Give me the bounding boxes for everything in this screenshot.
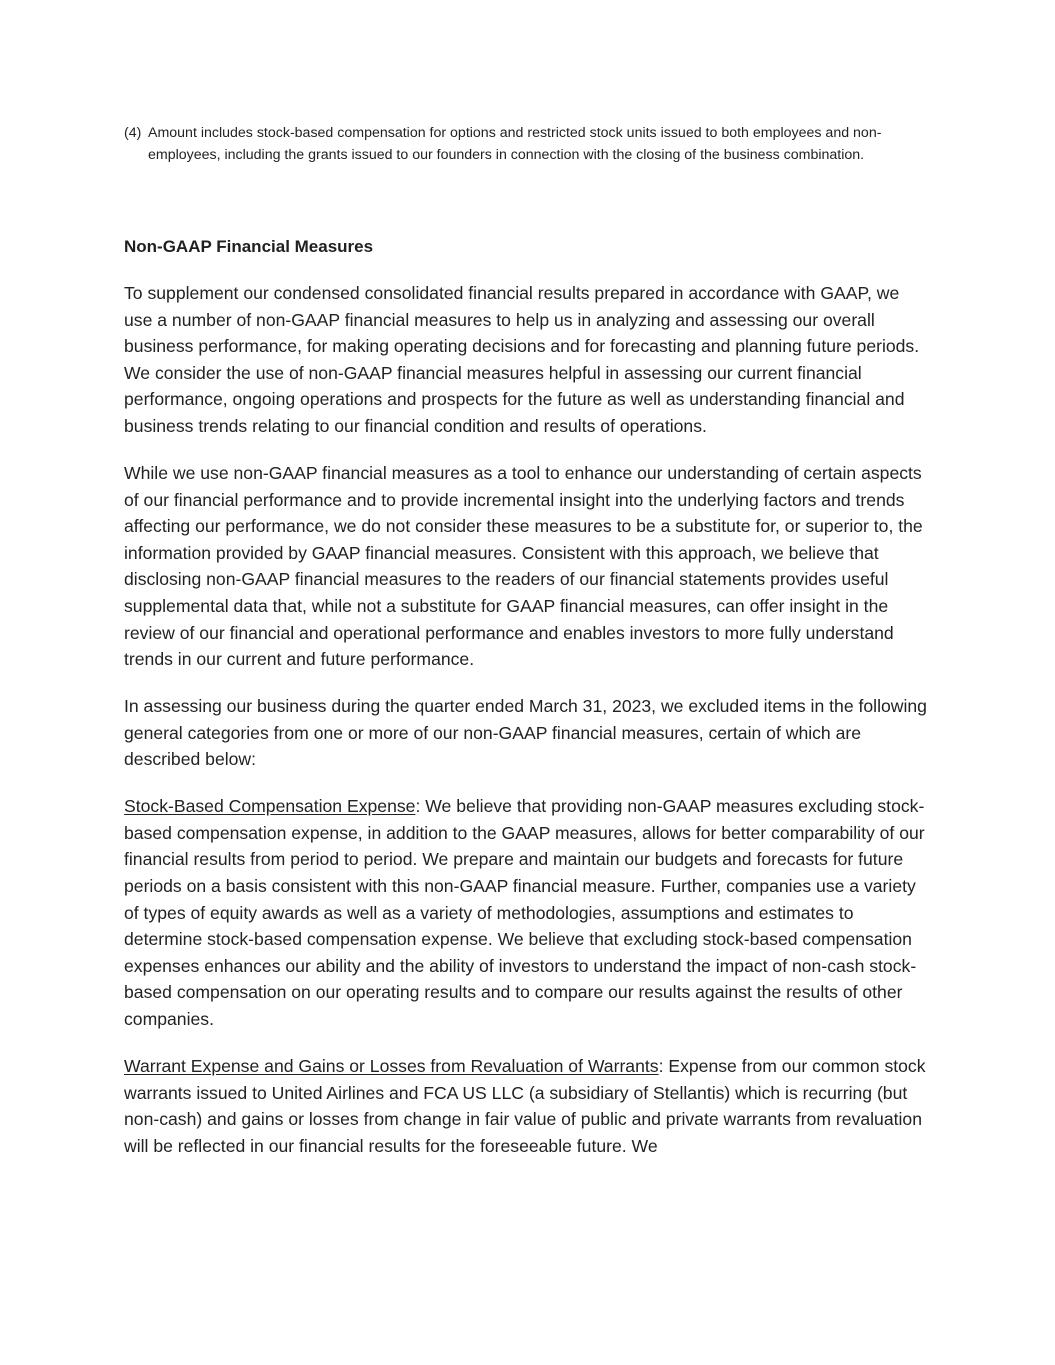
paragraph-warrant-expense — [124, 1053, 930, 1159]
footnote-text: Amount includes stock-based compensation for options and restricted stock units issued to both employees and non-employees, including the grants issued to our founders in connection with the closing of the business combination. — [148, 125, 882, 163]
document-page — [124, 122, 930, 1159]
stock-based-compensation-title: Stock-Based Compensation Expense — [124, 796, 416, 817]
footnote-4 — [124, 122, 930, 166]
warrant-expense-text: : Expense from our common stock warrants issued to United Airlines and FCA US LLC (a subsidiary of Stellantis) which is recurring (but non-cash) and gains or losses from change in fair value of public and private warrants from revaluation will be reflected in our financial results for the foreseeable future. We — [124, 1056, 926, 1156]
paragraph-assessing: In assessing our business during the quarter ended March 31, 2023, we excluded items in the following general categories from one or more of our non-GAAP financial measures, certain of which are described below: — [124, 696, 927, 770]
paragraph-stock-based-compensation — [124, 793, 930, 1032]
warrant-expense-title: Warrant Expense and Gains or Losses from Revaluation of Warrants — [124, 1056, 659, 1076]
stock-based-compensation-text: : We believe that providing non-GAAP measures excluding stock-based compensation expense, in addition to the GAAP measures, allows for better comparability of our financial results from period to period. We prepare and maintain our budgets and forecasts for future periods on a basis consistent with this non-GAAP financial measure. Further, companies use a variety of types of equity awards as well as a variety of methodologies, assumptions and estimates to determine stock-based compensation expense. We believe that excluding stock-based compensation expenses enhances our ability and the ability of investors to understand the impact of non-cash stock-based compensation on our operating results and to compare our results against the results of other companies. — [124, 796, 925, 1030]
paragraph-supplement: To supplement our condensed consolidated financial results prepared in accordance with GAAP, we use a number of non-GAAP financial measures to help us in analyzing and assessing our overall business performance, for making operating decisions and for forecasting and planning future periods. We consider the use of non-GAAP financial measures helpful in assessing our current financial performance, ongoing operations and prospects for the future as well as understanding financial and business trends relating to our financial condition and results of operations. — [124, 283, 920, 436]
section-heading: Non-GAAP Financial Measures — [124, 237, 374, 256]
footnote-marker: (4) — [124, 125, 142, 141]
paragraph-tool: While we use non-GAAP financial measures as a tool to enhance our understanding of certain aspects of our financial performance and to provide incremental insight into the underlying factors and trends affecting our performance, we do not consider these measures to be a substitute for, or superior to, the information provided by GAAP financial measures. Consistent with this approach, we believe that disclosing non-GAAP financial measures to the readers of our financial statements provides useful supplemental data that, while not a substitute for GAAP financial measures, can offer insight in the review of our financial and operational performance and enables investors to more fully understand trends in our current and future performance. — [124, 462, 923, 670]
